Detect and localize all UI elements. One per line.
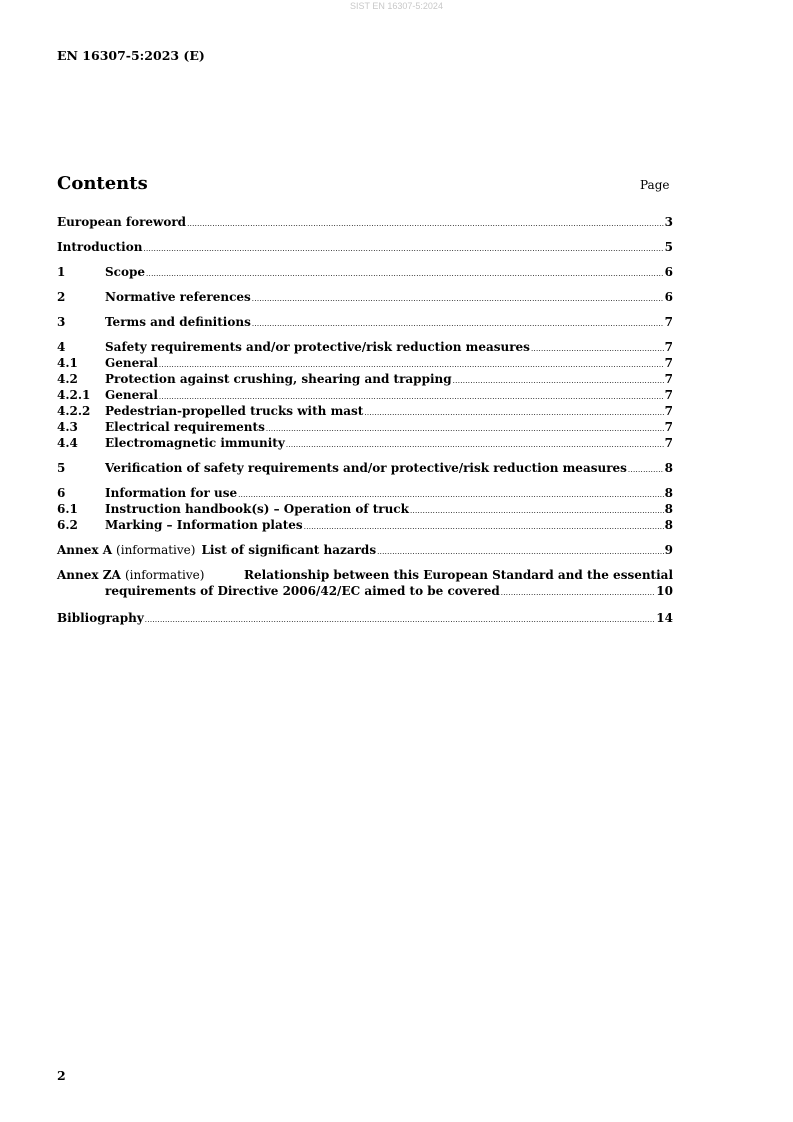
toc-entry-page: 7 xyxy=(664,436,673,450)
table-of-contents xyxy=(57,214,673,626)
dot-leader xyxy=(377,544,664,560)
dot-leader xyxy=(304,519,664,535)
toc-entry-number: 3 xyxy=(57,315,66,329)
toc-entry-title: European foreword xyxy=(57,215,187,229)
dot-leader xyxy=(252,316,664,332)
toc-entry-page: 7 xyxy=(664,420,673,434)
page-number: 2 xyxy=(57,1068,66,1083)
toc-entry-section-4-3[interactable] xyxy=(57,419,673,435)
toc-entry-annex-a[interactable] xyxy=(57,542,673,558)
watermark: SIST EN 16307-5:2024 xyxy=(350,1,443,11)
dot-leader xyxy=(531,341,664,357)
toc-entry-page: 5 xyxy=(664,240,673,254)
annex-prefix: Annex ZA xyxy=(57,568,121,582)
toc-entry-scope[interactable] xyxy=(57,264,673,280)
dot-leader xyxy=(143,241,663,257)
toc-entry-page: 7 xyxy=(664,315,673,329)
toc-entry-title: Instruction handbook(s) – Operation of truck xyxy=(105,502,409,516)
toc-heading: Contents xyxy=(57,173,148,194)
annex-za-line-2 xyxy=(57,583,673,601)
toc-entry-introduction[interactable] xyxy=(57,239,673,255)
toc-entry-title: Bibliography xyxy=(57,611,144,625)
dot-leader xyxy=(266,421,664,437)
toc-entry-title: Protection against crushing, shearing and trapping xyxy=(105,372,452,386)
toc-entry-title-line-1: Relationship between this European Standard and the essential xyxy=(244,568,673,582)
toc-entry-page: 10 xyxy=(656,584,673,598)
toc-entry-page: 3 xyxy=(664,215,673,229)
toc-entry-number: 2 xyxy=(57,290,66,304)
toc-entry-title-line-2: requirements of Directive 2006/42/EC aimed to be covered xyxy=(105,584,500,598)
toc-entry-title: Normative references xyxy=(105,290,251,304)
dot-leader xyxy=(187,216,664,232)
toc-entry-normative-references[interactable] xyxy=(57,289,673,305)
toc-entry-section-6-2[interactable] xyxy=(57,517,673,533)
toc-entry-section-4[interactable] xyxy=(57,339,673,355)
toc-entry-terms[interactable] xyxy=(57,314,673,330)
toc-entry-title: Pedestrian-propelled trucks with mast xyxy=(105,404,364,418)
annex-prefix: Annex A xyxy=(57,543,113,557)
dot-leader xyxy=(453,373,664,389)
toc-entry-page: 6 xyxy=(664,290,673,304)
toc-entry-title: Terms and definitions xyxy=(105,315,251,329)
toc-entry-page: 8 xyxy=(664,502,673,516)
toc-entry-page: 8 xyxy=(664,518,673,532)
toc-entry-number: 4.1 xyxy=(57,356,78,370)
toc-entry-number: 4.4 xyxy=(57,436,78,450)
toc-entry-section-5[interactable] xyxy=(57,460,673,476)
toc-entry-section-4-2-1[interactable] xyxy=(57,387,673,403)
toc-entry-title: Scope xyxy=(105,265,146,279)
dot-leader xyxy=(286,437,664,453)
toc-entry-annex-za[interactable] xyxy=(57,567,673,601)
dot-leader xyxy=(146,266,664,282)
dot-leader xyxy=(364,405,663,421)
toc-entry-section-4-1[interactable] xyxy=(57,355,673,371)
dot-leader xyxy=(501,585,656,601)
toc-entry-title: List of significant hazards xyxy=(201,543,377,557)
toc-entry-title: General xyxy=(105,388,158,402)
toc-entry-page: 14 xyxy=(656,611,673,625)
toc-entry-number: 5 xyxy=(57,461,66,475)
toc-entry-page: 7 xyxy=(664,404,673,418)
toc-entry-title: Verification of safety requirements and/or protective/risk reduction measures xyxy=(105,461,627,475)
toc-entry-number: 4.2.1 xyxy=(57,388,91,402)
toc-entry-title: Marking – Information plates xyxy=(105,518,303,532)
dot-leader xyxy=(145,612,656,628)
document-id: EN 16307-5:2023 (E) xyxy=(57,48,205,63)
toc-entry-number: 4.2.2 xyxy=(57,404,91,418)
dot-leader xyxy=(628,462,664,478)
toc-entry-title: Safety requirements and/or protective/risk reduction measures xyxy=(105,340,530,354)
toc-entry-page: 7 xyxy=(664,372,673,386)
toc-entry-page: 7 xyxy=(664,340,673,354)
toc-entry-title: General xyxy=(105,356,158,370)
toc-entry-number: 1 xyxy=(57,265,66,279)
page-column-label: Page xyxy=(640,178,670,192)
toc-entry-page: 8 xyxy=(664,461,673,475)
toc-entry-number: 4.3 xyxy=(57,420,78,434)
toc-entry-section-6-1[interactable] xyxy=(57,501,673,517)
toc-entry-bibliography[interactable] xyxy=(57,610,673,626)
toc-entry-foreword[interactable] xyxy=(57,214,673,230)
toc-entry-number: 6.2 xyxy=(57,518,78,532)
toc-entry-section-4-4[interactable] xyxy=(57,435,673,451)
annex-type: (informative) xyxy=(116,543,196,557)
toc-entry-title: Information for use xyxy=(105,486,238,500)
toc-entry-page: 9 xyxy=(664,543,673,557)
toc-entry-number: 6.1 xyxy=(57,502,78,516)
toc-entry-page: 8 xyxy=(664,486,673,500)
annex-type: (informative) xyxy=(124,568,205,582)
dot-leader xyxy=(410,503,664,519)
toc-entry-page: 6 xyxy=(664,265,673,279)
toc-entry-number: 4 xyxy=(57,340,66,354)
toc-entry-number: 6 xyxy=(57,486,66,500)
toc-entry-page: 7 xyxy=(664,388,673,402)
toc-entry-title: Electrical requirements xyxy=(105,420,265,434)
annex-za-line-1 xyxy=(57,567,673,583)
toc-entry-section-6[interactable] xyxy=(57,485,673,501)
toc-entry-page: 7 xyxy=(664,356,673,370)
toc-entry-title: Electromagnetic immunity xyxy=(105,436,285,450)
toc-entry-title: Introduction xyxy=(57,240,143,254)
toc-entry-number: 4.2 xyxy=(57,372,78,386)
toc-entry-section-4-2-2[interactable] xyxy=(57,403,673,419)
dot-leader xyxy=(252,291,664,307)
toc-entry-section-4-2[interactable] xyxy=(57,371,673,387)
